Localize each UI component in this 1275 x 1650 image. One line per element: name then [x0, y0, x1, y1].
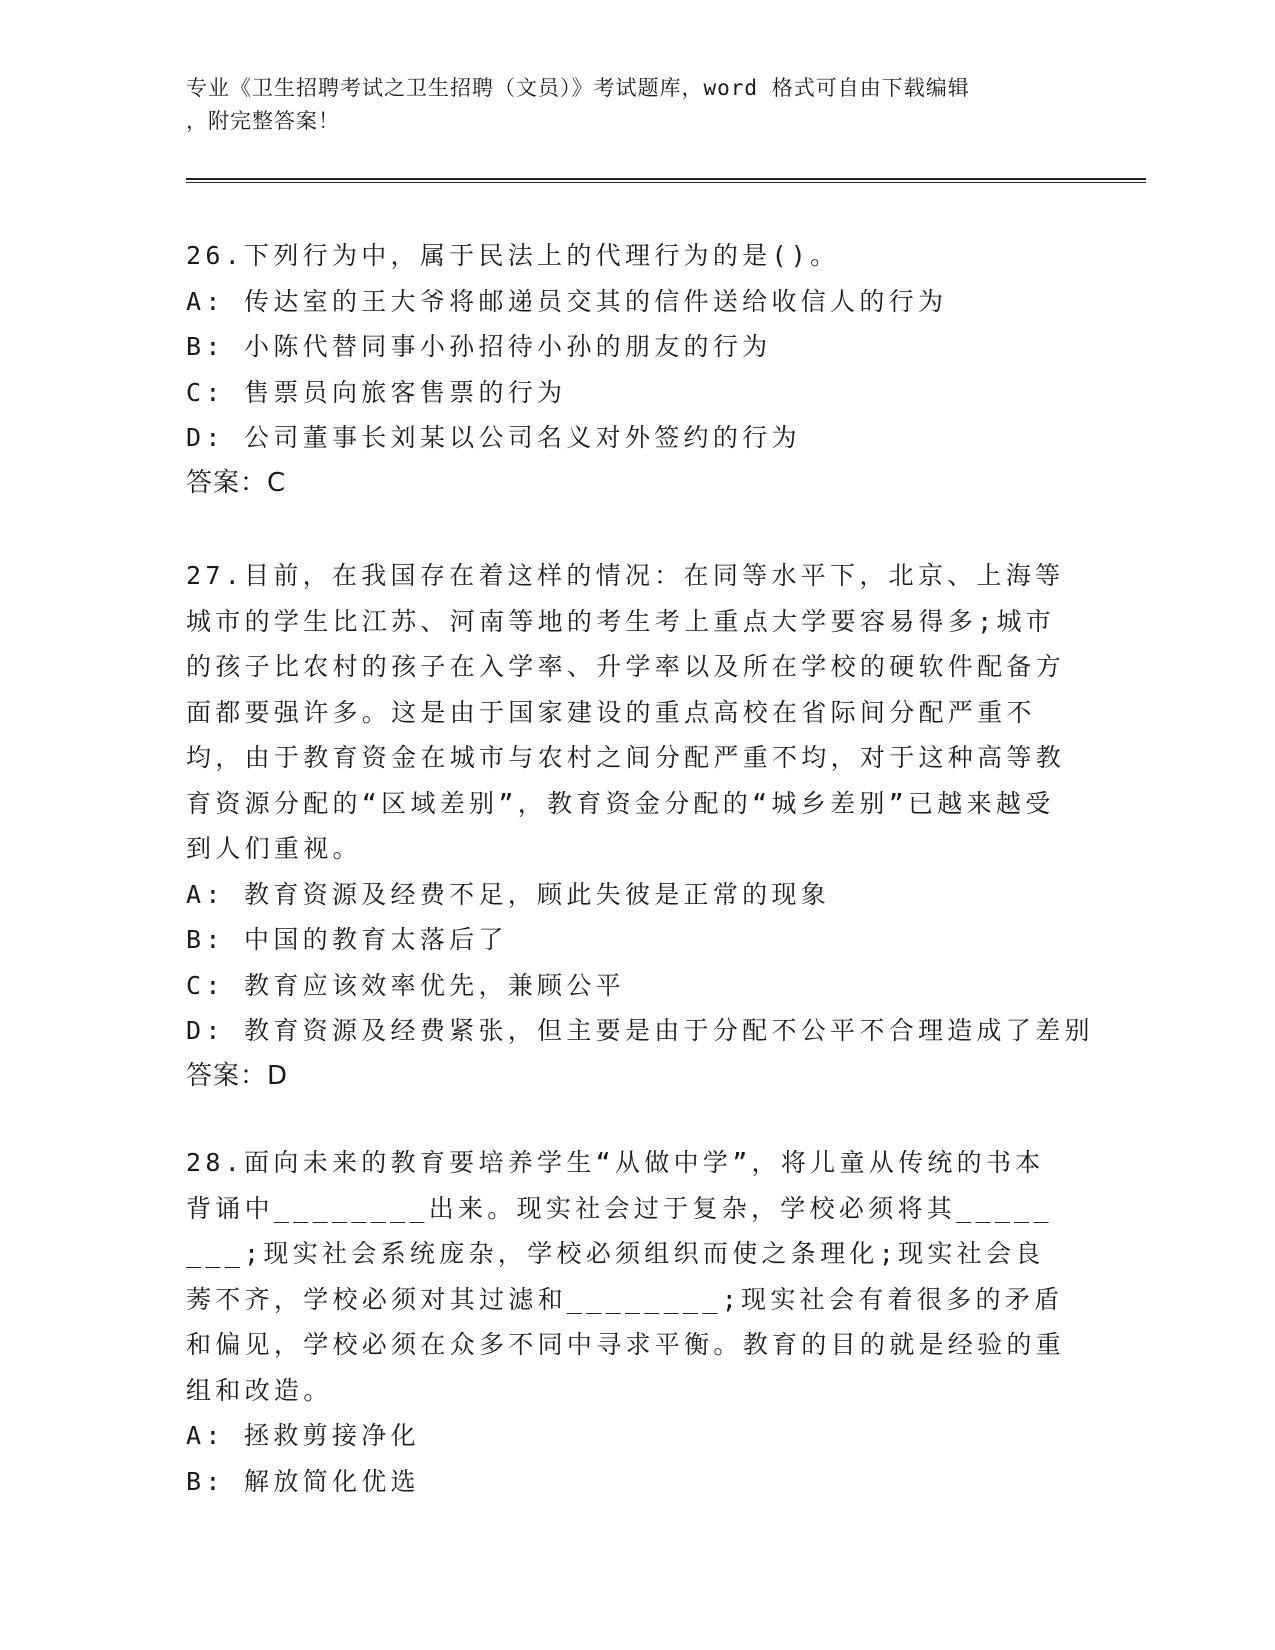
option-b: B: 解放简化优选: [186, 1466, 420, 1496]
header-line-2: ，附完整答案！: [186, 109, 340, 133]
header-line-1: 专业《卫生招聘考试之卫生招聘（文员）》考试题库，word 格式可自由下载编辑: [186, 76, 970, 100]
header-divider-thick: [186, 178, 1146, 180]
question-26: [186, 233, 1066, 506]
option-b: B: 小陈代替同事小孙招待小孙的朋友的行为: [186, 332, 772, 361]
question-stem: 28.面向未来的教育要培养学生“从做中学”，将儿童从传统的书本背诵中________出来。现实社会过于复杂，学校必须将其________;现实社会系统庞杂，学校必须组织而使之条理化;现实社会良莠不齐，学校必须对其过滤和________;现实社会有着很多的矛盾和偏见，学校必须在众多不同中寻求平衡。教育的目的就是经验的重组和改造。: [186, 1148, 1066, 1405]
option-a: A: 传达室的王大爷将邮递员交其的信件送给收信人的行为: [186, 286, 948, 316]
option-c: C: 售票员向旅客售票的行为: [186, 377, 567, 407]
option-a: A: 拯救剪接净化: [186, 1421, 420, 1450]
question-27: [186, 553, 1094, 1099]
answer-line: 答案：C: [186, 467, 287, 498]
option-c: C: 教育应该效率优先，兼顾公平: [186, 970, 625, 1000]
question-28: [186, 1140, 1066, 1504]
option-a: A: 教育资源及经费不足，顾此失彼是正常的现象: [186, 879, 831, 909]
header-divider-thin: [186, 182, 1146, 183]
document-header: [186, 72, 1076, 138]
option-d: D: 公司董事长刘某以公司名义对外签约的行为: [186, 423, 801, 452]
question-stem: 26.下列行为中，属于民法上的代理行为的是()。: [186, 241, 840, 270]
answer-line: 答案：D: [186, 1060, 289, 1091]
option-d: D: 教育资源及经费紧张，但主要是由于分配不公平不合理造成了差别: [186, 1016, 1094, 1045]
question-stem: 27.目前，在我国存在着这样的情况：在同等水平下，北京、上海等城市的学生比江苏、河南等地的考生考上重点大学要容易得多;城市的孩子比农村的孩子在入学率、升学率以及所在学校的硬软件配备方面都要强许多。这是由于国家建设的重点高校在省际间分配严重不均，由于教育资金在城市与农村之间分配严重不均，对于这种高等教育资源分配的“区域差别”，教育资金分配的“城乡差别”已越来越受到人们重视。: [186, 561, 1066, 863]
option-b: B: 中国的教育太落后了: [186, 925, 508, 954]
